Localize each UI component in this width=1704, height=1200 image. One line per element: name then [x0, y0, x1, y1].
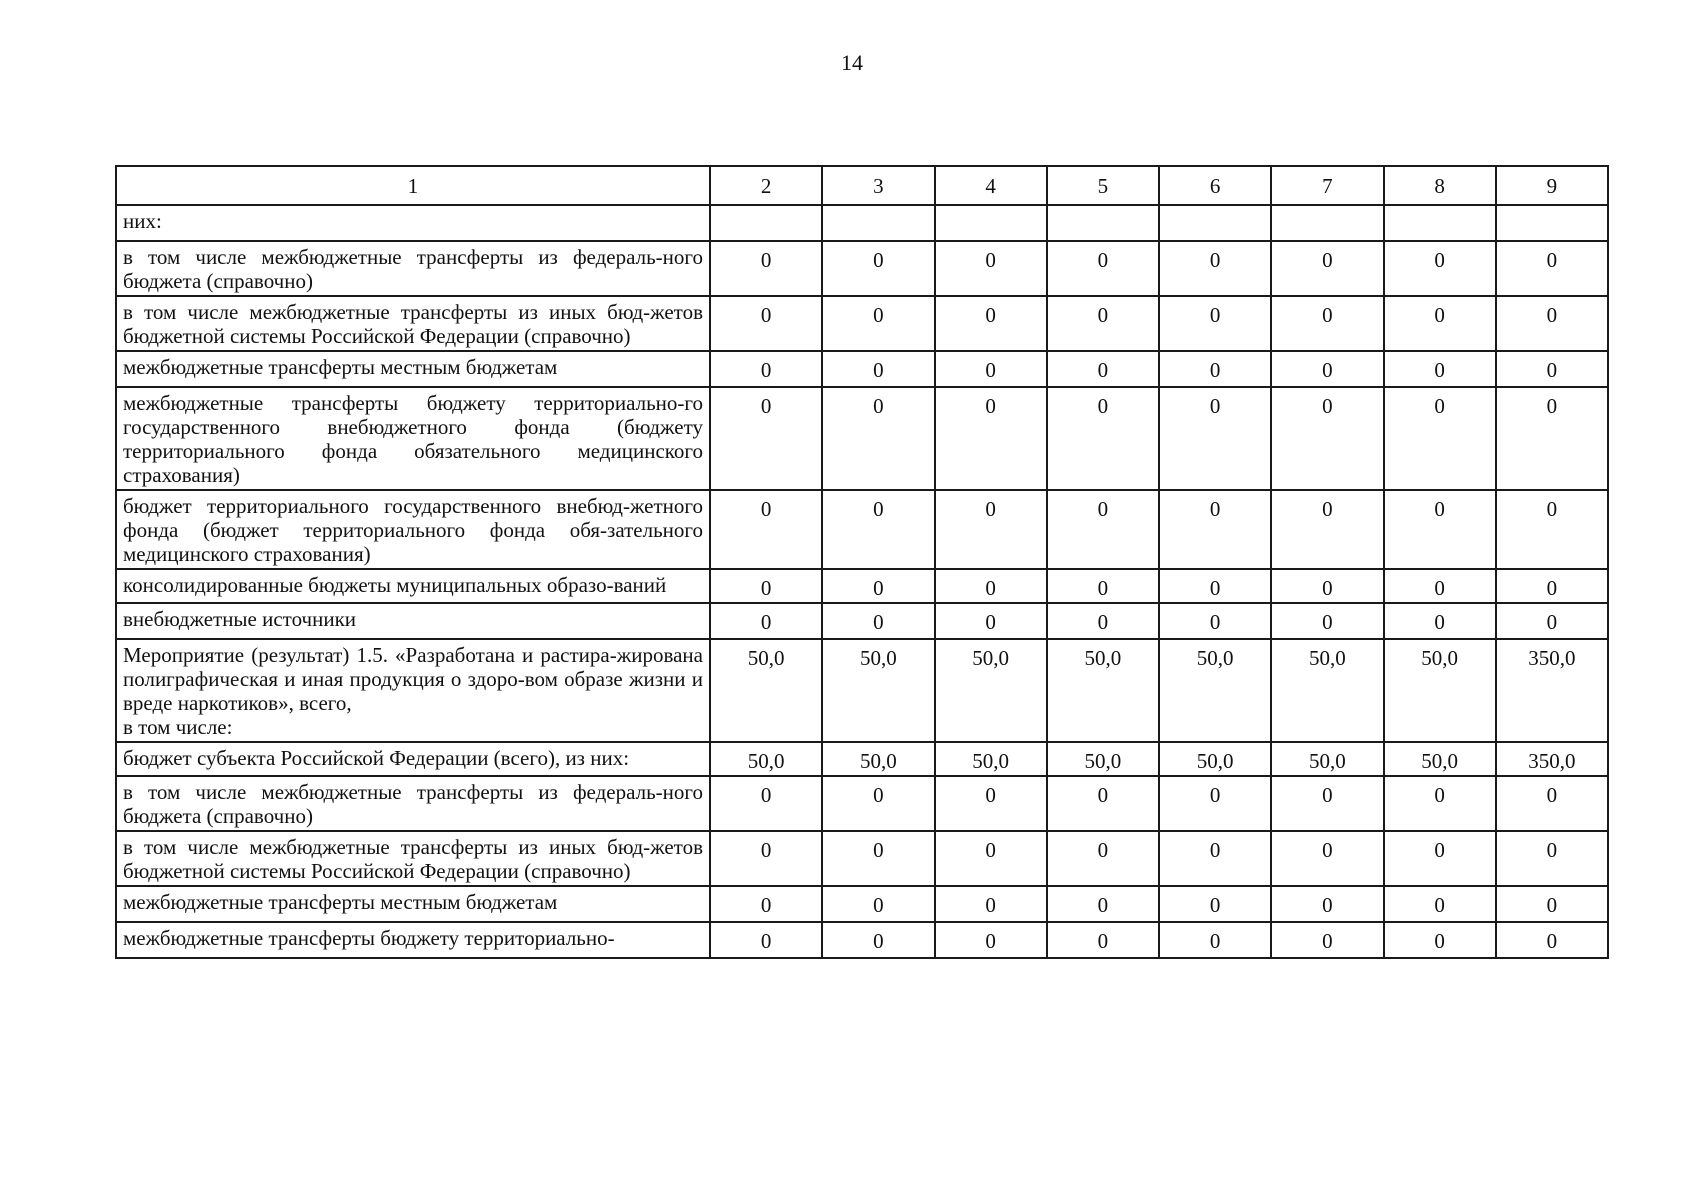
value-cell: 0 [935, 776, 1047, 831]
value-cell: 0 [1271, 569, 1383, 603]
value-cell: 50,0 [710, 639, 822, 742]
value-cell: 0 [1047, 776, 1159, 831]
value-cell: 0 [1159, 296, 1271, 351]
row-label: Мероприятие (результат) 1.5. «Разработана и растира-жирована полиграфическая и иная продукция о здоро-вом образе жизни и вреде наркотиков», всего, в том числе: [116, 639, 710, 742]
value-cell: 0 [822, 776, 934, 831]
value-cell: 0 [1159, 490, 1271, 569]
value-cell: 0 [1159, 569, 1271, 603]
value-cell: 0 [1047, 387, 1159, 490]
table-row [116, 205, 1608, 241]
value-cell: 50,0 [1047, 639, 1159, 742]
value-cell: 0 [1384, 922, 1496, 958]
value-cell: 0 [1384, 776, 1496, 831]
value-cell: 0 [1159, 831, 1271, 886]
column-header: 3 [822, 166, 934, 205]
value-cell: 0 [935, 922, 1047, 958]
row-label: межбюджетные трансферты местным бюджетам [116, 886, 710, 922]
value-cell: 50,0 [1047, 742, 1159, 776]
row-label: бюджет территориального государственного внебюд-жетного фонда (бюджет территориального фонда обя-зательного медицинского страхования) [116, 490, 710, 569]
value-cell: 50,0 [1271, 639, 1383, 742]
table-row [116, 776, 1608, 831]
value-cell: 0 [710, 922, 822, 958]
value-cell: 50,0 [822, 639, 934, 742]
table-row [116, 831, 1608, 886]
table-row [116, 351, 1608, 387]
column-header: 1 [116, 166, 710, 205]
value-cell: 0 [1384, 831, 1496, 886]
table-row [116, 922, 1608, 958]
value-cell: 0 [1271, 831, 1383, 886]
value-cell: 0 [1047, 490, 1159, 569]
value-cell: 0 [1271, 603, 1383, 639]
row-label: них: [116, 205, 710, 241]
value-cell: 0 [822, 387, 934, 490]
table-row [116, 742, 1608, 776]
value-cell: 0 [935, 569, 1047, 603]
value-cell: 0 [822, 886, 934, 922]
value-cell: 0 [1271, 490, 1383, 569]
value-cell: 0 [1047, 241, 1159, 296]
value-cell [1271, 205, 1383, 241]
value-cell: 0 [822, 241, 934, 296]
value-cell: 0 [935, 831, 1047, 886]
value-cell: 0 [710, 569, 822, 603]
value-cell: 0 [1271, 776, 1383, 831]
value-cell: 0 [1496, 831, 1608, 886]
value-cell: 0 [1047, 922, 1159, 958]
value-cell: 0 [1047, 569, 1159, 603]
value-cell: 0 [710, 351, 822, 387]
value-cell: 0 [822, 569, 934, 603]
column-header: 6 [1159, 166, 1271, 205]
value-cell: 0 [710, 831, 822, 886]
value-cell: 50,0 [1271, 742, 1383, 776]
value-cell: 0 [1496, 776, 1608, 831]
value-cell: 0 [1159, 776, 1271, 831]
value-cell: 0 [935, 241, 1047, 296]
column-header: 4 [935, 166, 1047, 205]
row-label: межбюджетные трансферты местным бюджетам [116, 351, 710, 387]
value-cell: 0 [822, 922, 934, 958]
value-cell [935, 205, 1047, 241]
value-cell: 0 [710, 296, 822, 351]
value-cell: 0 [1384, 351, 1496, 387]
table-row [116, 603, 1608, 639]
row-label: в том числе межбюджетные трансферты из иных бюд-жетов бюджетной системы Российской Федерации (справочно) [116, 831, 710, 886]
value-cell: 0 [1271, 886, 1383, 922]
value-cell: 0 [1384, 387, 1496, 490]
value-cell: 0 [935, 886, 1047, 922]
row-label: внебюджетные источники [116, 603, 710, 639]
page-number: 14 [841, 50, 863, 75]
value-cell: 0 [1384, 241, 1496, 296]
value-cell: 50,0 [1384, 639, 1496, 742]
row-label: в том числе межбюджетные трансферты из иных бюд-жетов бюджетной системы Российской Федерации (справочно) [116, 296, 710, 351]
value-cell: 0 [1496, 241, 1608, 296]
column-header: 7 [1271, 166, 1383, 205]
value-cell: 0 [822, 351, 934, 387]
value-cell: 0 [1384, 569, 1496, 603]
row-label: в том числе межбюджетные трансферты из федераль-ного бюджета (справочно) [116, 241, 710, 296]
value-cell: 0 [1159, 387, 1271, 490]
column-header: 8 [1384, 166, 1496, 205]
value-cell: 350,0 [1496, 639, 1608, 742]
value-cell: 0 [822, 603, 934, 639]
value-cell: 0 [1496, 351, 1608, 387]
value-cell: 0 [710, 241, 822, 296]
table-row [116, 569, 1608, 603]
value-cell: 0 [710, 490, 822, 569]
budget-table [115, 165, 1609, 959]
table-row [116, 296, 1608, 351]
row-label: консолидированные бюджеты муниципальных образо-ваний [116, 569, 710, 603]
value-cell: 0 [1159, 886, 1271, 922]
value-cell: 0 [710, 387, 822, 490]
value-cell [710, 205, 822, 241]
column-header: 9 [1496, 166, 1608, 205]
table-body [116, 205, 1608, 958]
value-cell: 0 [1384, 886, 1496, 922]
value-cell: 0 [1271, 922, 1383, 958]
value-cell: 50,0 [1159, 639, 1271, 742]
value-cell [1496, 205, 1608, 241]
value-cell: 0 [1496, 886, 1608, 922]
value-cell: 0 [935, 603, 1047, 639]
value-cell: 350,0 [1496, 742, 1608, 776]
value-cell: 50,0 [822, 742, 934, 776]
row-label: межбюджетные трансферты бюджету территориально-го государственного внебюджетного фонда (бюджету территориального фонда обязательного медицинского страхования) [116, 387, 710, 490]
value-cell: 50,0 [935, 639, 1047, 742]
row-label: в том числе межбюджетные трансферты из федераль-ного бюджета (справочно) [116, 776, 710, 831]
value-cell: 0 [1047, 351, 1159, 387]
value-cell: 0 [1271, 351, 1383, 387]
value-cell: 0 [1384, 490, 1496, 569]
value-cell: 0 [1384, 296, 1496, 351]
value-cell: 0 [1496, 387, 1608, 490]
value-cell: 0 [710, 603, 822, 639]
value-cell: 0 [1159, 241, 1271, 296]
value-cell: 0 [1384, 603, 1496, 639]
value-cell: 0 [1271, 296, 1383, 351]
value-cell: 0 [1047, 831, 1159, 886]
value-cell: 0 [1496, 569, 1608, 603]
value-cell: 0 [1271, 241, 1383, 296]
value-cell: 0 [1047, 296, 1159, 351]
value-cell: 0 [710, 886, 822, 922]
value-cell: 0 [935, 387, 1047, 490]
value-cell [1159, 205, 1271, 241]
table-row [116, 886, 1608, 922]
value-cell: 0 [1159, 351, 1271, 387]
value-cell: 0 [1047, 603, 1159, 639]
value-cell [822, 205, 934, 241]
table-row [116, 490, 1608, 569]
column-header: 2 [710, 166, 822, 205]
value-cell [1384, 205, 1496, 241]
table-row [116, 241, 1608, 296]
value-cell: 0 [1496, 922, 1608, 958]
value-cell: 0 [935, 351, 1047, 387]
value-cell: 50,0 [710, 742, 822, 776]
value-cell: 0 [1271, 387, 1383, 490]
table-row [116, 387, 1608, 490]
header-row [116, 166, 1608, 205]
value-cell: 0 [710, 776, 822, 831]
value-cell: 0 [935, 296, 1047, 351]
value-cell: 50,0 [1384, 742, 1496, 776]
value-cell: 0 [935, 490, 1047, 569]
table-row [116, 639, 1608, 742]
value-cell: 0 [822, 296, 934, 351]
value-cell: 0 [1496, 603, 1608, 639]
value-cell: 0 [1496, 490, 1608, 569]
value-cell: 0 [1159, 603, 1271, 639]
row-label: межбюджетные трансферты бюджету территориально- [116, 922, 710, 958]
column-header: 5 [1047, 166, 1159, 205]
value-cell: 0 [1047, 886, 1159, 922]
value-cell: 0 [822, 831, 934, 886]
value-cell: 0 [1159, 922, 1271, 958]
value-cell [1047, 205, 1159, 241]
row-label: бюджет субъекта Российской Федерации (всего), из них: [116, 742, 710, 776]
value-cell: 50,0 [935, 742, 1047, 776]
value-cell: 0 [822, 490, 934, 569]
value-cell: 0 [1496, 296, 1608, 351]
value-cell: 50,0 [1159, 742, 1271, 776]
